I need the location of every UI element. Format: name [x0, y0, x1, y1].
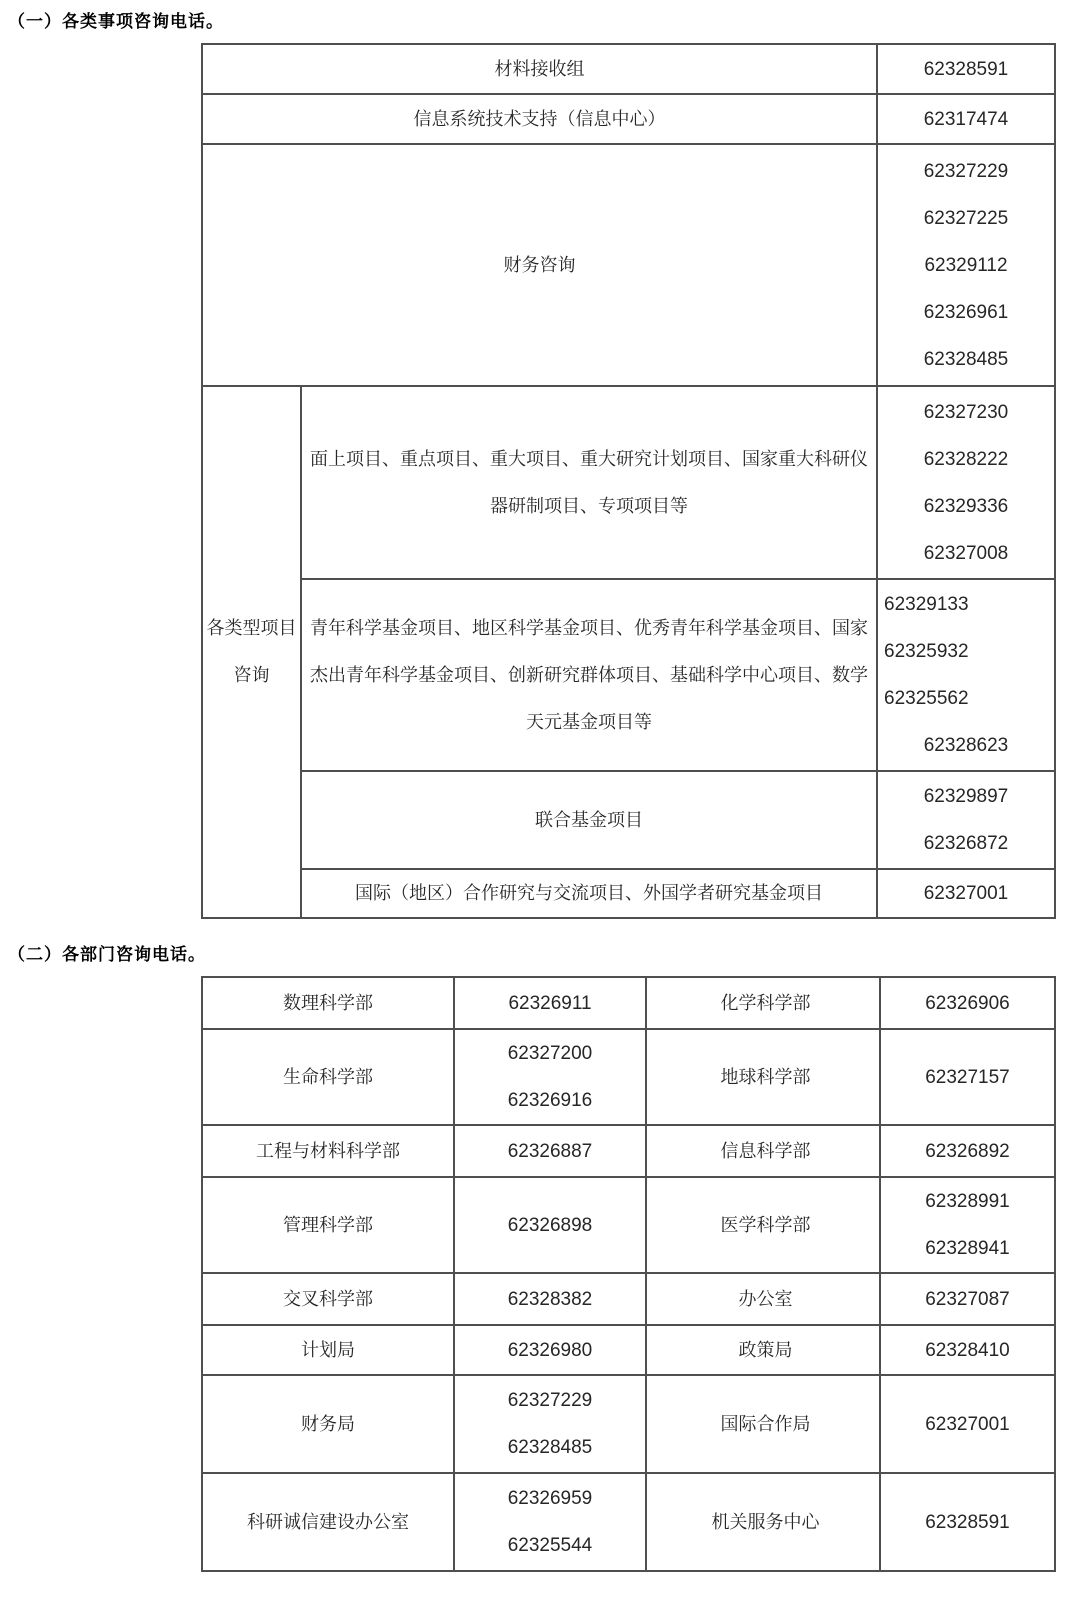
phone-cell	[877, 869, 1055, 918]
table-row	[202, 94, 1055, 144]
section1-heading: （一）各类事项咨询电话。	[8, 12, 224, 31]
phone-number: 62328485	[507, 1437, 593, 1458]
phone-number: 62328591	[925, 1511, 1010, 1533]
phone-number: 62325544	[507, 1535, 593, 1556]
phone-number: 62327001	[923, 883, 1009, 904]
phone-number: 62326906	[925, 992, 1010, 1014]
phone-number: 62325562	[884, 688, 969, 709]
phone-number: 62326961	[923, 301, 1009, 323]
phone-cell	[877, 771, 1055, 869]
table-row	[202, 386, 1055, 579]
phone-number: 62327087	[925, 1288, 1010, 1310]
phone-number: 62327225	[923, 207, 1009, 229]
phone-number: 62328485	[923, 348, 1009, 370]
phone-cell	[454, 1473, 646, 1571]
phone-cell	[880, 1125, 1055, 1177]
dept-name: 管理科学部	[202, 1177, 454, 1273]
dept-name: 地球科学部	[646, 1029, 880, 1125]
phone-cell	[877, 44, 1055, 94]
phone-number: 62326898	[507, 1214, 593, 1236]
project-group-label: 各类型项目咨询	[202, 386, 301, 918]
project-types-label: 联合基金项目	[301, 771, 877, 869]
phone-cell	[880, 1325, 1055, 1375]
project-types-label: 国际（地区）合作研究与交流项目、外国学者研究基金项目	[301, 869, 877, 918]
phone-number: 62326980	[507, 1339, 593, 1361]
phone-number: 62326916	[507, 1090, 593, 1111]
phone-number: 62328623	[923, 735, 1009, 756]
phone-cell	[880, 1473, 1055, 1571]
dept-name: 机关服务中心	[646, 1473, 880, 1571]
table-row	[202, 44, 1055, 94]
table-row	[202, 144, 1055, 386]
phone-number: 62327229	[507, 1390, 593, 1411]
phone-number: 62328591	[923, 58, 1009, 80]
phone-cell	[454, 1029, 646, 1125]
phone-number: 62329133	[884, 594, 969, 615]
phone-number: 62317474	[923, 108, 1009, 130]
phone-number: 62328222	[923, 448, 1009, 470]
section2-heading: （二）各部门咨询电话。	[8, 945, 206, 964]
phone-number: 62327001	[925, 1413, 1010, 1435]
table-row	[202, 579, 1055, 771]
phone-cell	[880, 1273, 1055, 1325]
dept-name: 财务局	[202, 1375, 454, 1473]
dept-name: 医学科学部	[646, 1177, 880, 1273]
phone-cell	[877, 94, 1055, 144]
dept-name: 信息科学部	[646, 1125, 880, 1177]
dept-name: 交叉科学部	[202, 1273, 454, 1325]
phone-number: 62326911	[508, 992, 592, 1014]
row-label: 材料接收组	[202, 44, 877, 94]
phone-number: 62326959	[507, 1488, 593, 1509]
phone-cell	[454, 977, 646, 1029]
table-row	[202, 1125, 1055, 1177]
phone-number: 62329897	[923, 786, 1009, 807]
phone-number: 62328410	[925, 1339, 1010, 1361]
project-types-label: 面上项目、重点项目、重大项目、重大研究计划项目、国家重大科研仪器研制项目、专项项目等	[301, 386, 877, 579]
table-row	[202, 1325, 1055, 1375]
dept-name: 化学科学部	[646, 977, 880, 1029]
dept-name: 生命科学部	[202, 1029, 454, 1125]
phone-cell	[880, 1177, 1055, 1273]
phone-cell	[454, 1177, 646, 1273]
table-row	[202, 771, 1055, 869]
phone-number: 62328991	[925, 1191, 1010, 1212]
row-label: 信息系统技术支持（信息中心）	[202, 94, 877, 144]
project-types-label: 青年科学基金项目、地区科学基金项目、优秀青年科学基金项目、国家杰出青年科学基金项目、创新研究群体项目、基础科学中心项目、数学天元基金项目等	[301, 579, 877, 771]
table-row	[202, 1473, 1055, 1571]
phone-cell	[454, 1325, 646, 1375]
general-inquiries-table	[201, 43, 1056, 919]
phone-cell	[880, 1029, 1055, 1125]
phone-number: 62329112	[924, 254, 1008, 276]
phone-number: 62326872	[923, 833, 1009, 854]
phone-cell	[880, 1375, 1055, 1473]
phone-cell	[454, 1375, 646, 1473]
dept-name: 工程与材料科学部	[202, 1125, 454, 1177]
table-row	[202, 1375, 1055, 1473]
row-label: 财务咨询	[202, 144, 877, 386]
phone-number: 62328382	[507, 1288, 593, 1310]
phone-number: 62325932	[884, 641, 969, 662]
phone-number: 62329336	[923, 495, 1009, 517]
phone-cell	[877, 144, 1055, 386]
table-row	[202, 1273, 1055, 1325]
table-row	[202, 1177, 1055, 1273]
phone-number: 62327229	[923, 160, 1009, 182]
phone-number: 62327230	[923, 401, 1009, 423]
phone-number: 62327157	[925, 1066, 1010, 1088]
phone-number: 62328941	[925, 1238, 1010, 1259]
dept-name: 计划局	[202, 1325, 454, 1375]
departments-table	[201, 976, 1056, 1572]
phone-number: 62327008	[923, 542, 1009, 564]
dept-name: 政策局	[646, 1325, 880, 1375]
dept-name: 办公室	[646, 1273, 880, 1325]
phone-cell	[880, 977, 1055, 1029]
table-row	[202, 869, 1055, 918]
dept-name: 科研诚信建设办公室	[202, 1473, 454, 1571]
table-row	[202, 1029, 1055, 1125]
phone-cell	[454, 1273, 646, 1325]
table-row	[202, 977, 1055, 1029]
phone-number: 62326892	[925, 1140, 1010, 1162]
phone-number: 62327200	[507, 1043, 593, 1064]
dept-name: 数理科学部	[202, 977, 454, 1029]
dept-name: 国际合作局	[646, 1375, 880, 1473]
phone-cell	[454, 1125, 646, 1177]
phone-number: 62326887	[507, 1140, 593, 1162]
phone-cell	[877, 386, 1055, 579]
phone-cell	[877, 579, 1055, 771]
